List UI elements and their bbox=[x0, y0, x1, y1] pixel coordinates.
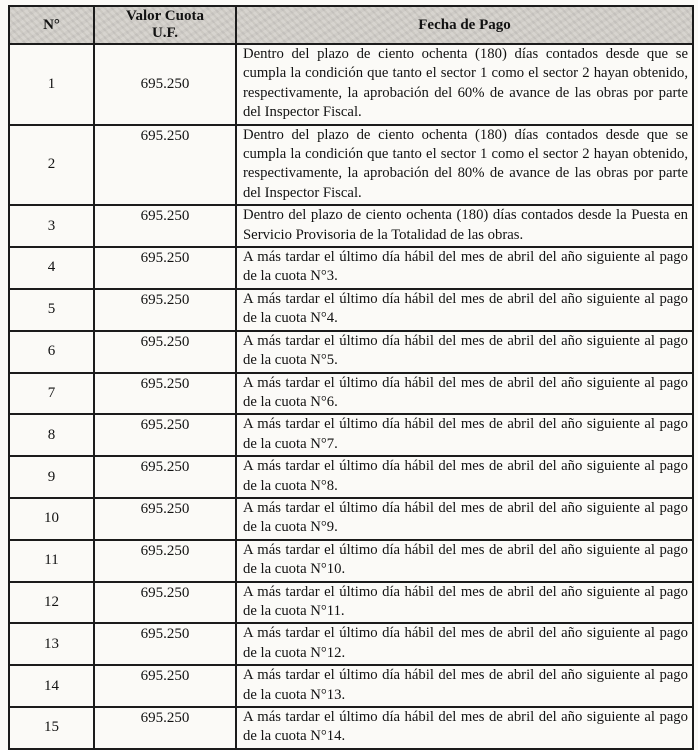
cuota-number-cell: 10 bbox=[9, 498, 94, 540]
cuota-number-cell: 3 bbox=[9, 205, 94, 247]
fecha-pago-cell: A más tardar el último día hábil del mes de abril del año siguiente al pago de la cuota N°7. bbox=[236, 414, 693, 456]
fecha-pago-cell: A más tardar el último día hábil del mes de abril del año siguiente al pago de la cuota N°13. bbox=[236, 665, 693, 707]
header-valor-cuota-line2: U.F. bbox=[151, 25, 179, 41]
table-row bbox=[9, 125, 693, 206]
cuota-number-cell: 4 bbox=[9, 247, 94, 289]
cuota-number-cell: 6 bbox=[9, 331, 94, 373]
cuota-number-cell: 13 bbox=[9, 623, 94, 665]
fecha-pago-cell: Dentro del plazo de ciento ochenta (180) días contados desde que se cumpla la condición que tanto el sector 1 como el sector 2 hayan obtenido, respectivamente, la aprobación del 80% de avance de las obras por parte del Inspector Fiscal. bbox=[236, 125, 693, 206]
valor-cuota-cell: 695.250 bbox=[94, 665, 236, 707]
fecha-pago-cell: A más tardar el último día hábil del mes de abril del año siguiente al pago de la cuota N°3. bbox=[236, 247, 693, 289]
cuota-number-cell: 15 bbox=[9, 707, 94, 749]
cuota-number-cell: 5 bbox=[9, 289, 94, 331]
header-cell-fecha-pago: Fecha de Pago bbox=[236, 6, 693, 44]
header-cell-numero: N° bbox=[9, 6, 94, 44]
valor-cuota-cell: 695.250 bbox=[94, 125, 236, 206]
valor-cuota-cell: 695.250 bbox=[94, 44, 236, 125]
table-row bbox=[9, 540, 693, 582]
table-header bbox=[9, 6, 693, 44]
fecha-pago-cell: A más tardar el último día hábil del mes de abril del año siguiente al pago de la cuota N°10. bbox=[236, 540, 693, 582]
cuota-number-cell: 14 bbox=[9, 665, 94, 707]
table-row bbox=[9, 665, 693, 707]
table-row bbox=[9, 373, 693, 415]
fecha-pago-cell: A más tardar el último día hábil del mes de abril del año siguiente al pago de la cuota N°8. bbox=[236, 456, 693, 498]
fecha-pago-cell: Dentro del plazo de ciento ochenta (180) días contados desde que se cumpla la condición que tanto el sector 1 como el sector 2 hayan obtenido, respectivamente, la aprobación del 60% de avance de las obras por parte del Inspector Fiscal. bbox=[236, 44, 693, 125]
valor-cuota-cell: 695.250 bbox=[94, 582, 236, 624]
table-row bbox=[9, 414, 693, 456]
valor-cuota-cell: 695.250 bbox=[94, 456, 236, 498]
table-row bbox=[9, 331, 693, 373]
fecha-pago-cell: A más tardar el último día hábil del mes de abril del año siguiente al pago de la cuota N°12. bbox=[236, 623, 693, 665]
fecha-pago-cell: A más tardar el último día hábil del mes de abril del año siguiente al pago de la cuota N°9. bbox=[236, 498, 693, 540]
table-row bbox=[9, 205, 693, 247]
valor-cuota-cell: 695.250 bbox=[94, 498, 236, 540]
fecha-pago-cell: A más tardar el último día hábil del mes de abril del año siguiente al pago de la cuota N°6. bbox=[236, 373, 693, 415]
valor-cuota-cell: 695.250 bbox=[94, 289, 236, 331]
fecha-pago-cell: A más tardar el último día hábil del mes de abril del año siguiente al pago de la cuota N°4. bbox=[236, 289, 693, 331]
cuota-number-cell: 8 bbox=[9, 414, 94, 456]
fecha-pago-cell: Dentro del plazo de ciento ochenta (180) días contados desde la Puesta en Servicio Provisoria de la Totalidad de las obras. bbox=[236, 205, 693, 247]
valor-cuota-cell: 695.250 bbox=[94, 331, 236, 373]
table-row bbox=[9, 707, 693, 749]
cuota-number-cell: 11 bbox=[9, 540, 94, 582]
table-body bbox=[9, 44, 693, 749]
table-row bbox=[9, 247, 693, 289]
table-row bbox=[9, 498, 693, 540]
table-row bbox=[9, 623, 693, 665]
valor-cuota-cell: 695.250 bbox=[94, 707, 236, 749]
valor-cuota-cell: 695.250 bbox=[94, 414, 236, 456]
header-valor-cuota-line1: Valor Cuota bbox=[126, 8, 204, 24]
cuota-number-cell: 12 bbox=[9, 582, 94, 624]
cuota-number-cell: 7 bbox=[9, 373, 94, 415]
cuota-number-cell: 9 bbox=[9, 456, 94, 498]
cuota-number-cell: 2 bbox=[9, 125, 94, 206]
header-cell-valor-cuota bbox=[94, 6, 236, 44]
table-row bbox=[9, 582, 693, 624]
table-row bbox=[9, 289, 693, 331]
table-row bbox=[9, 44, 693, 125]
fecha-pago-cell: A más tardar el último día hábil del mes de abril del año siguiente al pago de la cuota N°11. bbox=[236, 582, 693, 624]
valor-cuota-cell: 695.250 bbox=[94, 247, 236, 289]
valor-cuota-cell: 695.250 bbox=[94, 205, 236, 247]
valor-cuota-cell: 695.250 bbox=[94, 623, 236, 665]
valor-cuota-cell: 695.250 bbox=[94, 540, 236, 582]
header-row bbox=[9, 6, 693, 44]
fecha-pago-cell: A más tardar el último día hábil del mes de abril del año siguiente al pago de la cuota N°14. bbox=[236, 707, 693, 749]
valor-cuota-cell: 695.250 bbox=[94, 373, 236, 415]
table-row bbox=[9, 456, 693, 498]
fecha-pago-cell: A más tardar el último día hábil del mes de abril del año siguiente al pago de la cuota N°5. bbox=[236, 331, 693, 373]
cuota-number-cell: 1 bbox=[9, 44, 94, 125]
payment-schedule-table bbox=[8, 5, 694, 750]
